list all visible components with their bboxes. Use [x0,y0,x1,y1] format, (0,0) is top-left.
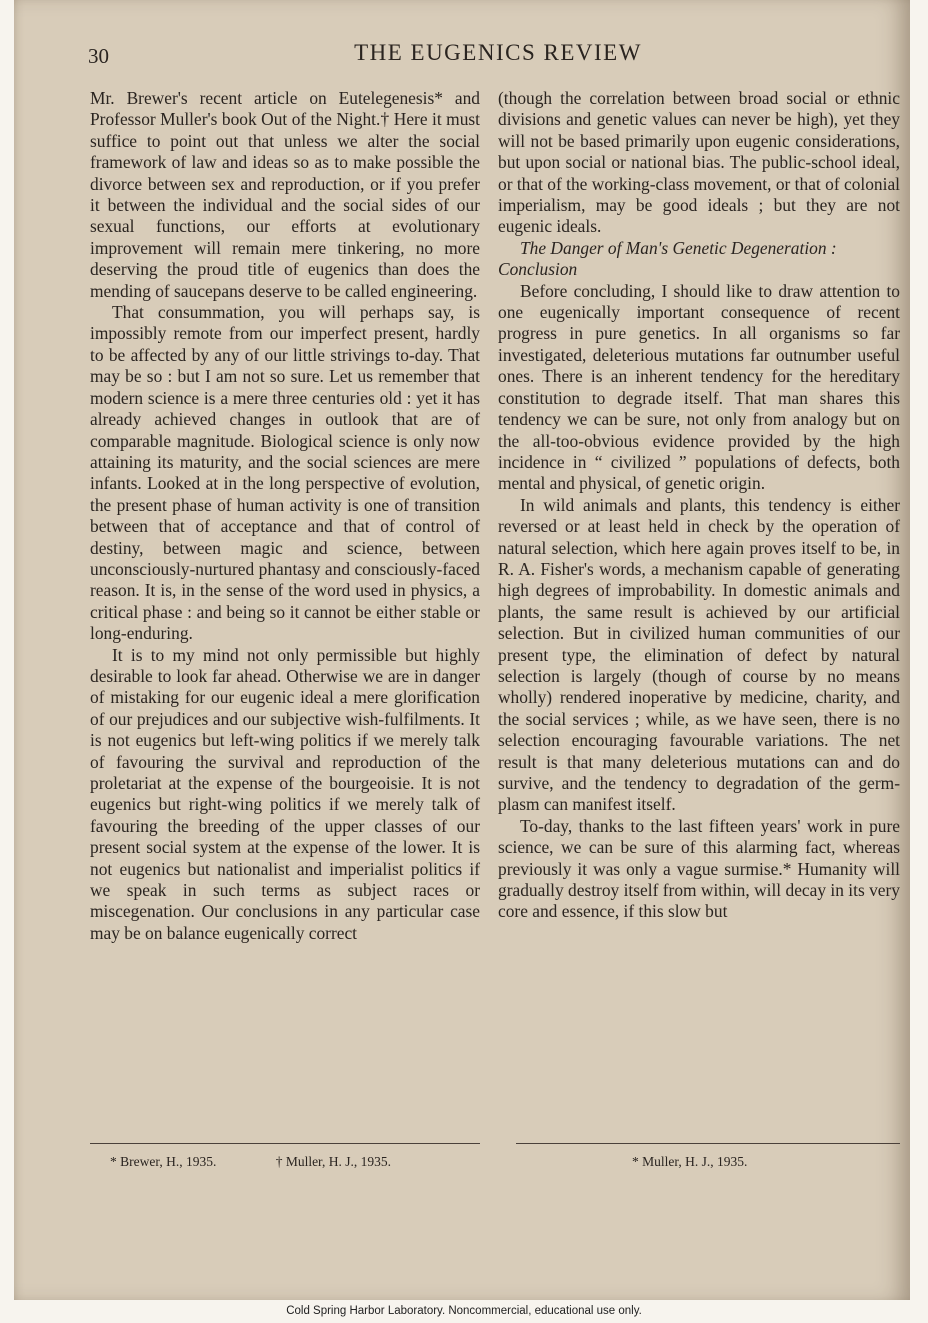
journal-page [14,0,910,1300]
left-paragraph-3: It is to my mind not only permissible but highly desirable to look far ahead. Otherwise we are in danger of mistaking for our eugenic ideal a mere glorification of our prejudices and our subjective wish-fulfilments. It is not eugenics but left-wing politics if we merely talk of favouring the survival and reproduction of the proletariat at the expense of the bourgeoisie. It is not eugenics but right-wing politics if we merely talk of favouring the breeding of the upper classes of our present social system at the expense of the lower. It is not eugenics but nationalist and imperialist politics if we speak in such terms as subject races or miscegenation. Our conclusions in any particular case may be on balance eugenically correct [90,644,480,943]
footnotes-right [632,1154,892,1170]
right-paragraph-1: (though the correlation between broad social or ethnic divisions and genetic values can never be high), yet they will not be based primarily upon eugenic considerations, but upon social or national bias. The public-school ideal, or that of the working-class movement, or that of colonial imperialism, may be good ideals ; but they are not eugenic ideals. [498,88,900,237]
footnote-muller-right: * Muller, H. J., 1935. [632,1154,748,1169]
footnote-rule-left [90,1143,480,1144]
right-paragraph-3: In wild animals and plants, this tendency is either reversed or at least held in check by the operation of natural selection, which here again proves itself to be, in R. A. Fisher's words, a mechanism capable of generating high degrees of improbability. In domestic animals and plants, the same result is achieved by our artificial selection. But in civilized human communities of our present type, the elimination of defect by natural selection is largely (though of course by no means wholly) rendered inoperative by medicine, charity, and the social services ; while, as we have seen, there is no selection encouraging favourable variations. The net result is that many deleterious mutations can and do survive, and the tendency to degradation of the germ-plasm can manifest itself. [498,494,900,815]
left-paragraph-2: That consummation, you will perhaps say, is impossibly remote from our imperfect present, hardly to be affected by any of our little strivings to-day. That may be so : but I am not so sure. Let us remember that modern science is a mere three centuries old : yet it has already achieved changes in outlook that are of comparable magnitude. Biological science is only now attaining its maturity, and the social sciences are mere infants. Looked at in the long perspective of evolution, the present phase of human activity is one of transition between that of acceptance and that of control of destiny, between magic and science, between unconsciously-nurtured phantasy and consciously-faced reason. It is, in the sense of the word used in physics, a critical phase : and being so it cannot be either stable or long-enduring. [90,302,480,644]
credit-line: Cold Spring Harbor Laboratory. Noncommercial, educational use only. [286,1305,642,1317]
footnote-muller-left: † Muller, H. J., 1935. [275,1154,392,1169]
journal-title: THE EUGENICS REVIEW [354,40,642,65]
right-column [498,88,900,923]
page-header [88,40,908,70]
section-heading: The Danger of Man's Genetic Degeneration : Conclusion [498,237,837,280]
page-number: 30 [88,44,109,68]
right-paragraph-2: Before concluding, I should like to draw attention to one eugenically important consequence of recent progress in pure genetics. In all organisms so far investigated, deleterious mutations far outnumber useful ones. There is an inherent tendency for the hereditary constitution to degrade itself. That man shares this tendency we can be sure, not only from analogy but on the all-too-obvious evidence provided by the high incidence in “ civilized ” populations of defects, both mental and physical, of genetic origin. [498,280,900,494]
footnote-rule-right [516,1143,900,1144]
right-paragraph-4: To-day, thanks to the last fifteen years' work in pure science, we can be sure of this alarming fact, whereas previously it was only a vague surmise.* Humanity will gradually destroy itself from within, will decay in its very core and essence, if this slow but [498,815,900,922]
footnote-brewer: * Brewer, H., 1935. [110,1154,217,1169]
footnotes-left [110,1154,480,1170]
left-paragraph-1: Mr. Brewer's recent article on Eutelegenesis* and Professor Muller's book Out of the Night.† Here it must suffice to point out that unless we alter the social framework of law and ideas so as to make possible the divorce between sex and reproduction, or if you prefer it between the individual and the social sides of our sexual functions, our efforts at evolutionary improvement will remain mere tinkering, no more deserving the proud title of eugenics than does the mending of saucepans deserve to be called engineering. [90,88,480,301]
left-column [90,88,480,944]
